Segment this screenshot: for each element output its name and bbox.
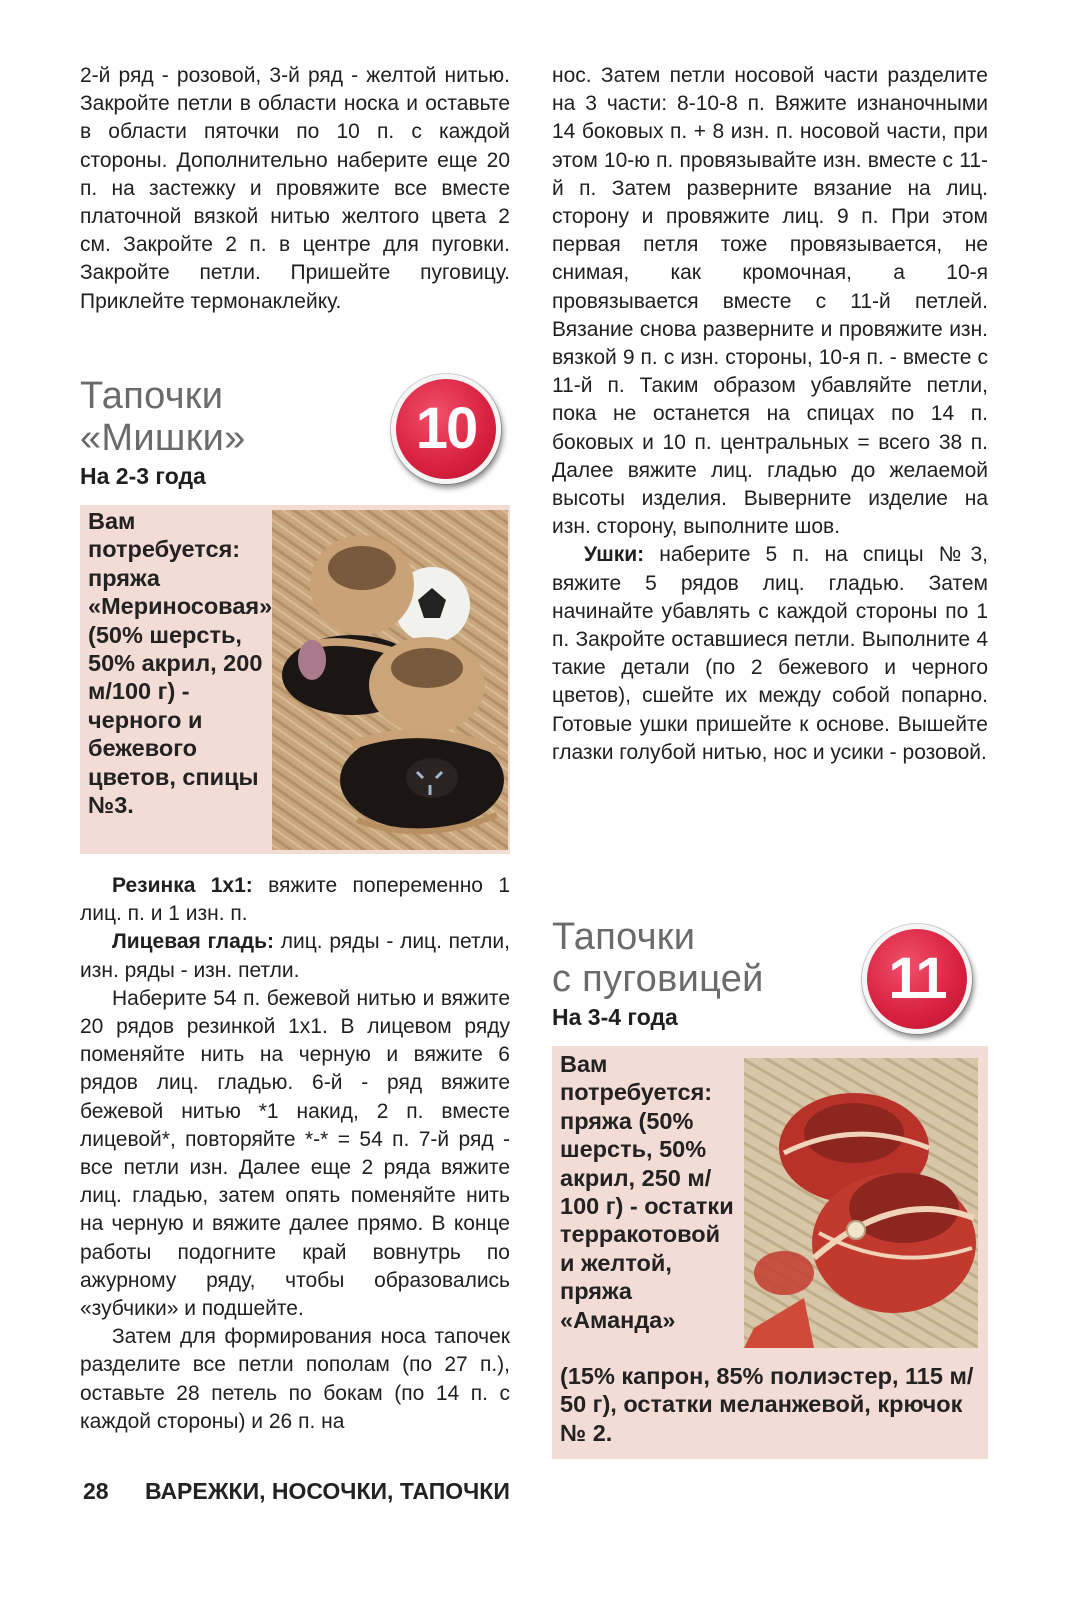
stockinette-label: Лицевая гладь:	[112, 930, 275, 954]
section-11-title	[552, 918, 764, 1031]
ears-text: наберите 5 п. на спицы №3, вяжите 5 рядов лиц. гладью. Затем начинайте убавлять с каждой стороны по 1 п. Закройте оставшиеся петли. Выполните 4 такие детали (по 2 бежевого и черного цветов), сшейте их между собой попарно. Готовые ушки пришейте к основе. Вышейте глазки голубой нитью, нос и усики - розовой.	[552, 543, 988, 764]
section-10-title-line2: «Мишки»	[80, 417, 246, 459]
ears-paragraph	[552, 541, 988, 767]
rib-paragraph	[80, 872, 510, 928]
magazine-title: ВАРЕЖКИ, НОСОЧКИ, ТАПОЧКИ	[144, 1478, 510, 1504]
left-column	[80, 62, 510, 344]
right-column	[552, 62, 988, 767]
section-10-title	[80, 377, 246, 490]
section-10-title-line1: Тапочки	[80, 375, 224, 417]
bear-slippers-illustration	[272, 510, 508, 850]
intro-paragraph: 2-й ряд - розовой, 3-й ряд - желтой нитью. Закройте петли в области носка и оставьте в области пяточки по 10 п. с каждой стороны. Дополнительно наберите еще 20 п. на застежку и провяжите все вместе платочной вязкой нитью желтого цвета 2 см. Закройте 2 п. в центре для пуговки. Закройте петли. Пришейте пуговицу. Приклейте термонаклейку.	[80, 64, 510, 313]
section-11-materials-line1: Вам потребуется: пряжа (50% шерсть, 50% акрил, 250 м/ 100 г) - остатки терракотовой и желтой, пряжа «Аманда»	[560, 1051, 734, 1333]
stockinette-paragraph	[80, 928, 510, 984]
toe-paragraph: Затем для формирования носа тапочек разделите все петли пополам (по 27 п.), оставьте 28 петель по бокам (по 14 п. с каждой стороны) и 26 п. на	[80, 1325, 510, 1433]
rib-label: Резинка 1х1:	[112, 874, 253, 897]
rib-text: вяжите попеременно 1 лиц. п. и 1 изн. п.	[80, 874, 510, 926]
section-10-badge: 10	[391, 374, 501, 484]
page-footer	[83, 1478, 540, 1505]
left-lower-text	[80, 872, 510, 1436]
continue-paragraph: нос. Затем петли носовой части разделите на 3 части: 8-10-8 п. Вяжите изнаночными 14 боковых п. + 8 изн. п. носовой части, при этом 10-ю п. провязывайте изн. вместе с 11-й п. Затем разверните вязание на лиц. сторону и провяжите лиц. 9 п. При этом первая петля тоже провязывается, не снимая, как кромочная, а 10-я провязывается вместе с 11-й петлей. Вязание снова разверните и провяжите изн. вязкой 9 п. с изн. стороны, 10-я п. - вместе с 11-й п. Таким образом убавляйте петли, пока не останется на спицах по 14 п. боковых и 10 п. центральных = всего 38 п. Далее вяжите лиц. гладью до желаемой высоты изделия. Выверните изделие на изн. сторону, выполните шов.	[552, 64, 988, 539]
button-slippers-photo	[744, 1058, 978, 1348]
page-number: 28	[83, 1478, 109, 1504]
stockinette-text: лиц. ряды - лиц. петли, изн. ряды - изн. петли.	[80, 930, 510, 982]
section-11-title-line1: Тапочки	[552, 916, 696, 958]
section-10-materials: Вам потребуется: пряжа «Мериносовая» (50% шерсть, 50% акрил, 200 м/100 г) - черного и бежевого цветов, спицы №3.	[88, 508, 273, 819]
section-11-badge: 11	[862, 924, 972, 1034]
section-10-age: На 2-3 года	[80, 463, 206, 489]
section-11-age: На 3-4 года	[552, 1004, 678, 1030]
section-11-title-line2: с пуговицей	[552, 958, 764, 1000]
bear-slippers-photo	[272, 510, 508, 850]
section-11-materials-line2: (15% капрон, 85% полиэстер, 115 м/ 50 г), остатки меланжевой, крючок № 2.	[560, 1363, 974, 1446]
button-slippers-illustration	[744, 1058, 978, 1348]
ears-label: Ушки:	[584, 543, 645, 567]
cast-on-paragraph: Наберите 54 п. бежевой нитью и вяжите 20 рядов резинкой 1х1. В лицевом ряду поменяйте нить на черную и вяжите 6 рядов лиц. гладью. 6-й - ряд вяжите бежевой нитью *1 накид, 2 п. вместе лицевой*, повторяйте *-* = 54 п. 7-й ряд - все петли изн. Далее еще 2 ряда вяжите лиц. гладью, затем опять поменяйте нить на черную и вяжите далее прямо. В конце работы подогните край вовнутрь по ажурному ряду, чтобы образовались «зубчики» и подшейте.	[80, 986, 510, 1321]
